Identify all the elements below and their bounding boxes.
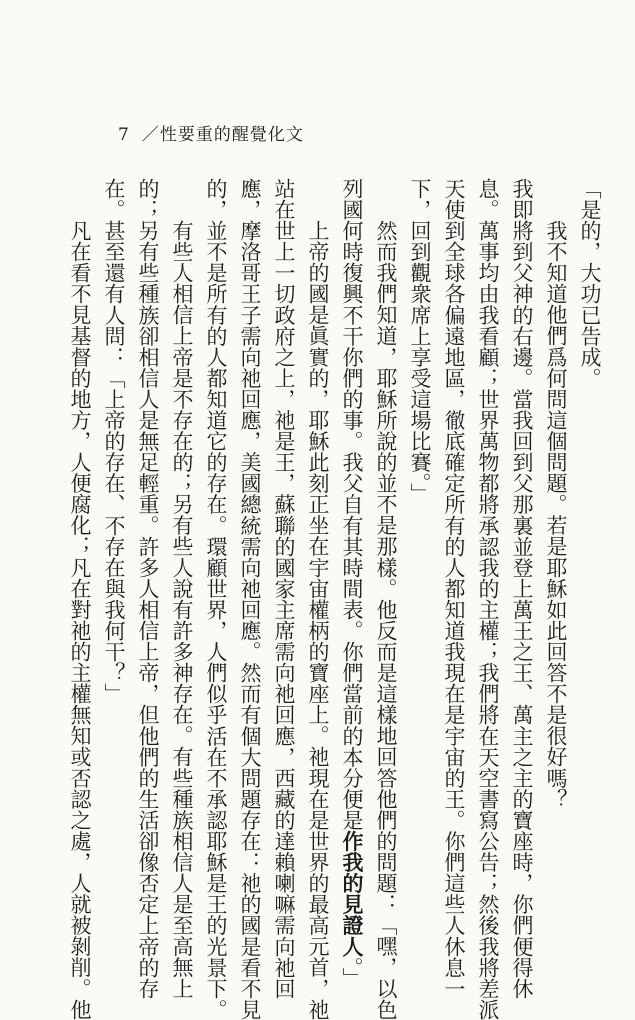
- text-column-7: 然而我們知道，耶穌所說的並不是那樣。他反而是這樣地回答他們的問題：「嘿，以色: [374, 220, 398, 1020]
- page-number: 7: [118, 125, 130, 145]
- column-8-text: 列國何時復興不干你們的事。我父自有其時間表。你們當前的本分便是: [340, 178, 364, 831]
- text-column-9: 上帝的國是眞實的，耶穌此刻正坐在宇宙權柄的寶座上。祂現在是世界的最高元首，祂: [306, 220, 330, 1020]
- text-column-6: 下，回到觀衆席上享受這場比賽。」: [408, 178, 432, 505]
- text-column-13: 有些人相信上帝是不存在的；另有些人說有許多神存在。有些種族相信人是至高無上: [170, 220, 194, 999]
- text-column-8: [337, 178, 367, 989]
- text-column-5: 天使到全球各偏遠地區，徹底確定所有的人都知道我現在是宇宙的王。你們這些人休息一: [442, 178, 466, 999]
- running-title: ／性要重的醒覺化文: [141, 125, 304, 145]
- text-column-2: 我不知道他們爲何問這個問題。若是耶穌如此回答不是很好嗎？: [544, 220, 568, 810]
- text-column-10: 站在世上一切政府之上，祂是王，蘇聯的國家主席需向祂回應，西藏的達賴喇嘛需向祂回: [272, 178, 296, 999]
- running-header: [118, 120, 304, 145]
- text-column-15: 在。甚至還有人問：「上帝的存在、不存在與我何干？」: [102, 178, 126, 705]
- text-column-12: 的，並不是所有的人都知道它的存在。環顧世界，人們似乎活在不承認耶穌是王的光景下。: [204, 178, 228, 1020]
- column-8-tail: 。」: [340, 956, 364, 989]
- text-column-14: 的；另有些種族卻相信人是無足輕重。許多人相信上帝，但他們的生活卻像否定上帝的存: [136, 178, 160, 999]
- text-column-4: 息。萬事均由我看顧；世界萬物都將承認我的主權；我們將在天空書寫公告；然後我將差派: [476, 178, 500, 1020]
- text-column-11: 應，摩洛哥王子需向祂回應，美國總統需向祂回應。然而有個大問題存在：祂的國是看不見: [238, 178, 262, 1020]
- text-column-1: 「是的，大功已告成。: [578, 178, 602, 389]
- text-column-3: 我即將到父神的右邊。當我回到父那裏並登上萬王之王、萬主之主的寶座時，你們便得休: [510, 178, 534, 999]
- text-column-16: 凡在看不見基督的地方，人便腐化；凡在對祂的主權無知或否認之處，人就被剝削。他: [68, 220, 92, 1020]
- bold-phrase: 作我的見證人: [340, 830, 365, 957]
